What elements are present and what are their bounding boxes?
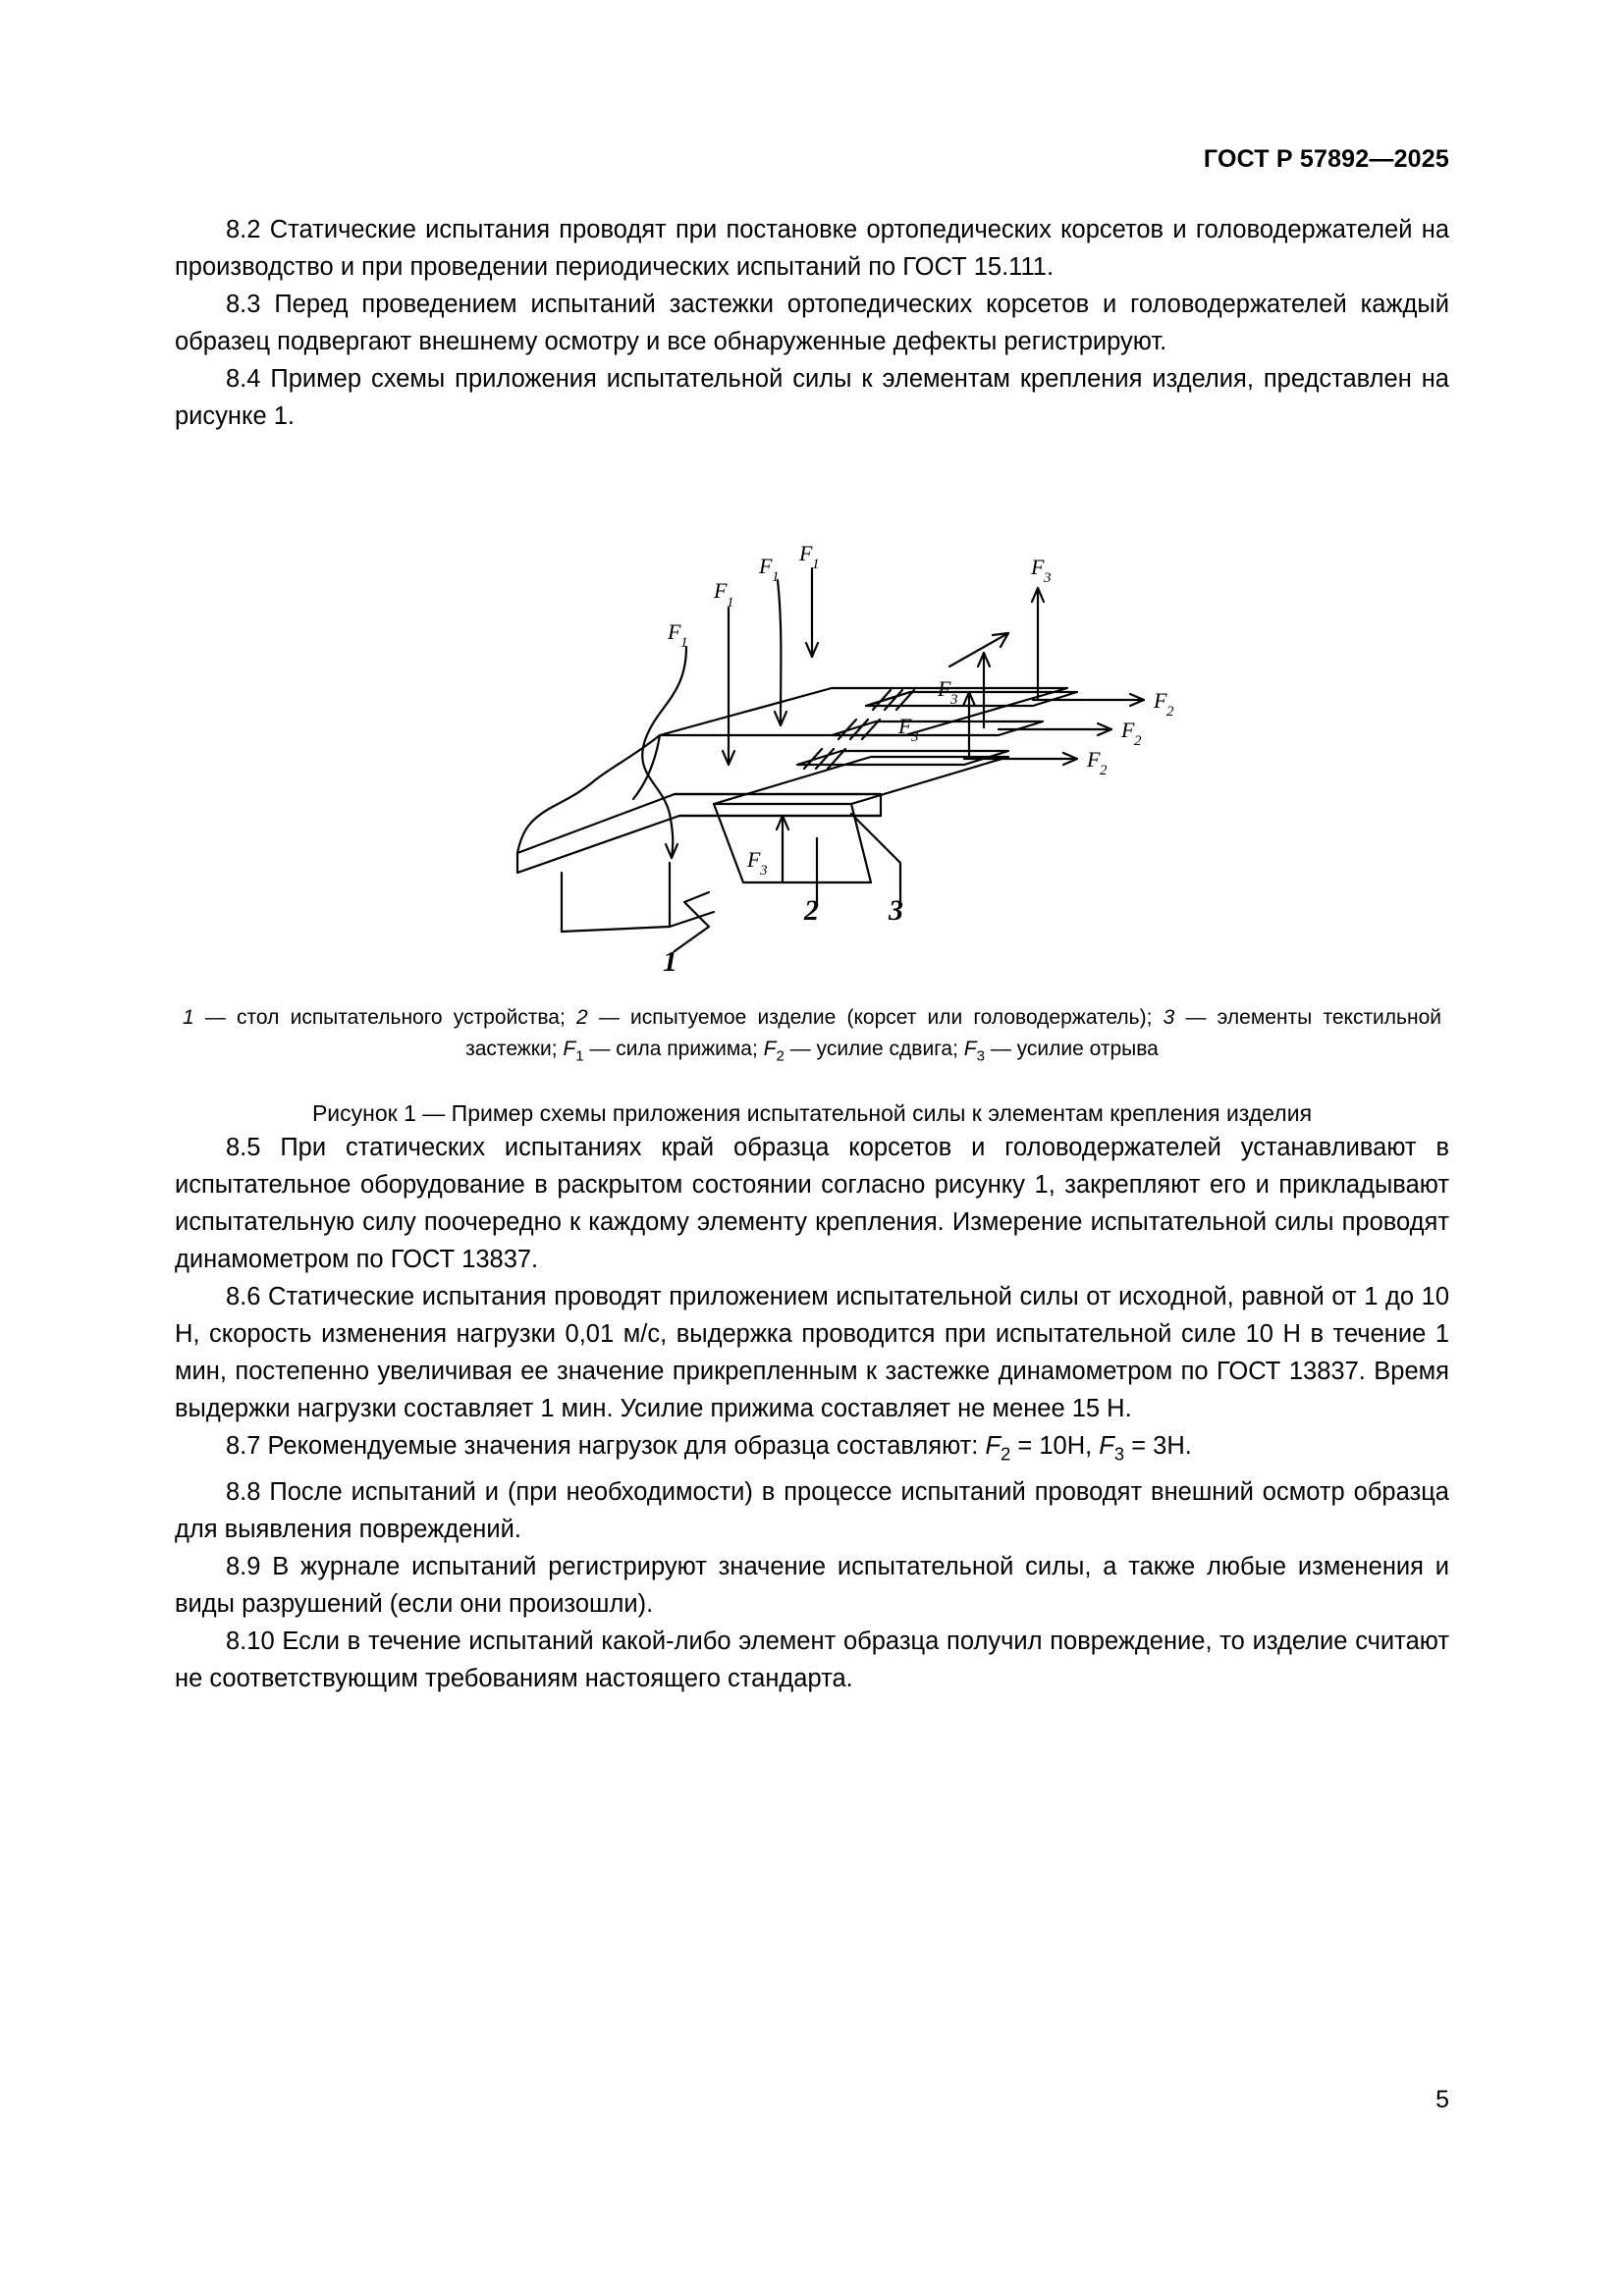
figure-1-drawing xyxy=(321,470,1303,981)
force-label-f1: F xyxy=(668,619,681,644)
force-label-f2-sub: 2 xyxy=(1134,733,1142,749)
paragraph-8-10: 8.10 Если в течение испытаний какой-либо элемент образца получил повреждение, то изделие считают не соответствующим требованиям настоящего стандарта. xyxy=(175,1627,1449,1692)
force-label-f1-sub: 1 xyxy=(772,569,780,585)
force-label-f3: F xyxy=(747,847,761,872)
page-number: 5 xyxy=(1435,2086,1449,2113)
paragraph-8-3: 8.3 Перед проведением испытаний застежки ортопедических корсетов и головодержателей каждый образец подвергают внешнему осмотру и все обнаруженные дефекты регистрируют. xyxy=(175,291,1449,355)
legend-f3-sub: 3 xyxy=(976,1047,985,1065)
paragraph-8-7-f3-value: = 3Н. xyxy=(1124,1432,1192,1461)
page-content xyxy=(175,211,1449,1697)
legend-item-2-text: — испытуемое изделие (корсет или головодержатель); xyxy=(587,1006,1164,1029)
paragraph-8-7-f2: F xyxy=(985,1432,1001,1461)
paragraph-8-7 xyxy=(175,1427,1449,1472)
figure-1-legend xyxy=(175,1002,1449,1072)
paragraph-8-7-f2-value: = 10Н, xyxy=(1010,1432,1100,1461)
paragraph-8-7-f3: F xyxy=(1099,1432,1114,1461)
force-label-f3-sub: 3 xyxy=(950,692,958,708)
legend-item-1-number: 1 xyxy=(183,1006,194,1029)
paragraph-8-5: 8.5 При статических испытаниях край образца корсетов и головодержателей устанавливают в испытательное оборудование в раскрытом состоянии согласно рисунку 1, закрепляют его и прикладывают испытательную силу поочередно к каждому элементу крепления. Измерение испытательной силы проводят динамометром по ГОСТ 13837. xyxy=(175,1134,1449,1274)
legend-f1-sub: 1 xyxy=(575,1047,584,1065)
force-label-f3-sub: 3 xyxy=(911,729,919,745)
callout-3: 3 xyxy=(889,894,903,927)
callout-2: 2 xyxy=(804,894,819,927)
paragraph-8-2: 8.2 Статические испытания проводят при постановке ортопедических корсетов и головодержателей на производство и при проведении периодических испытаний по ГОСТ 15.111. xyxy=(175,216,1449,281)
force-label-f2-sub: 2 xyxy=(1100,763,1108,778)
paragraph-8-8: 8.8 После испытаний и (при необходимости) в процессе испытаний проводят внешний осмотр образца для выявления повреждений. xyxy=(175,1477,1449,1543)
force-label-f2-sub: 2 xyxy=(1166,704,1174,720)
force-label-f3-sub: 3 xyxy=(1044,570,1052,586)
force-label-f1: F xyxy=(759,554,773,578)
legend-item-1-text: — стол испытательного устройства; xyxy=(193,1006,576,1029)
paragraph-8-7-f3-sub: 3 xyxy=(1113,1443,1125,1465)
force-label-f1-sub: 1 xyxy=(727,595,734,611)
force-label-f2: F xyxy=(1121,718,1135,742)
legend-f2-text: — усилие сдвига; xyxy=(784,1038,964,1060)
legend-f1-text: — сила прижима; xyxy=(583,1038,764,1060)
force-label-f1: F xyxy=(799,541,813,565)
force-label-f1-sub: 1 xyxy=(680,635,688,651)
paragraph-8-7-f2-sub: 2 xyxy=(1001,1443,1011,1465)
paragraph-8-9: 8.9 В журнале испытаний регистрируют значение испытательной силы, а также любые изменения и виды разрушений (если они произошли). xyxy=(175,1552,1449,1618)
legend-f3-text: — усилие отрыва xyxy=(984,1038,1159,1060)
force-label-f2: F xyxy=(1154,688,1167,713)
force-label-f2: F xyxy=(1087,747,1101,772)
paragraph-8-6: 8.6 Статические испытания проводят приложением испытательной силы от исходной, равной от 1 до 10 Н, скорость изменения нагрузки 0,01 м/с, выдержка проводится при испытательной силе 10 Н в течение 1 мин, постепенно увеличивая ее значение прикрепленным к застежке динамометром по ГОСТ 13837. Время выдержки нагрузки составляет 1 мин. Усилие прижима составляет не менее 15 Н. xyxy=(175,1283,1449,1423)
force-label-f3: F xyxy=(1031,555,1045,579)
paragraph-8-4: 8.4 Пример схемы приложения испытательной силы к элементам крепления изделия, представлен на рисунке 1. xyxy=(175,365,1449,430)
paragraph-8-7-prefix: 8.7 Рекомендуемые значения нагрузок для образца составляют: xyxy=(226,1432,986,1461)
figure-1 xyxy=(175,470,1449,1129)
legend-f2-sub: 2 xyxy=(776,1047,785,1065)
page-header-standard: ГОСТ Р 57892—2025 xyxy=(1203,145,1449,173)
force-label-f3-sub: 3 xyxy=(760,863,768,879)
force-label-f3: F xyxy=(898,714,912,738)
force-label-f1: F xyxy=(714,578,728,603)
legend-item-2-number: 2 xyxy=(575,1006,588,1029)
legend-item-3-text: — элементы текстильной застежки; xyxy=(465,1006,1441,1060)
callout-1: 1 xyxy=(663,945,677,978)
legend-f1: F xyxy=(563,1038,576,1060)
force-label-f3: F xyxy=(938,676,951,701)
force-label-f1-sub: 1 xyxy=(812,557,820,572)
legend-item-3-number: 3 xyxy=(1163,1006,1175,1029)
figure-1-caption: Рисунок 1 — Пример схемы приложения испытательной силы к элементам крепления изделия xyxy=(311,1100,1313,1127)
legend-f3: F xyxy=(963,1038,977,1060)
legend-f2: F xyxy=(763,1038,777,1060)
